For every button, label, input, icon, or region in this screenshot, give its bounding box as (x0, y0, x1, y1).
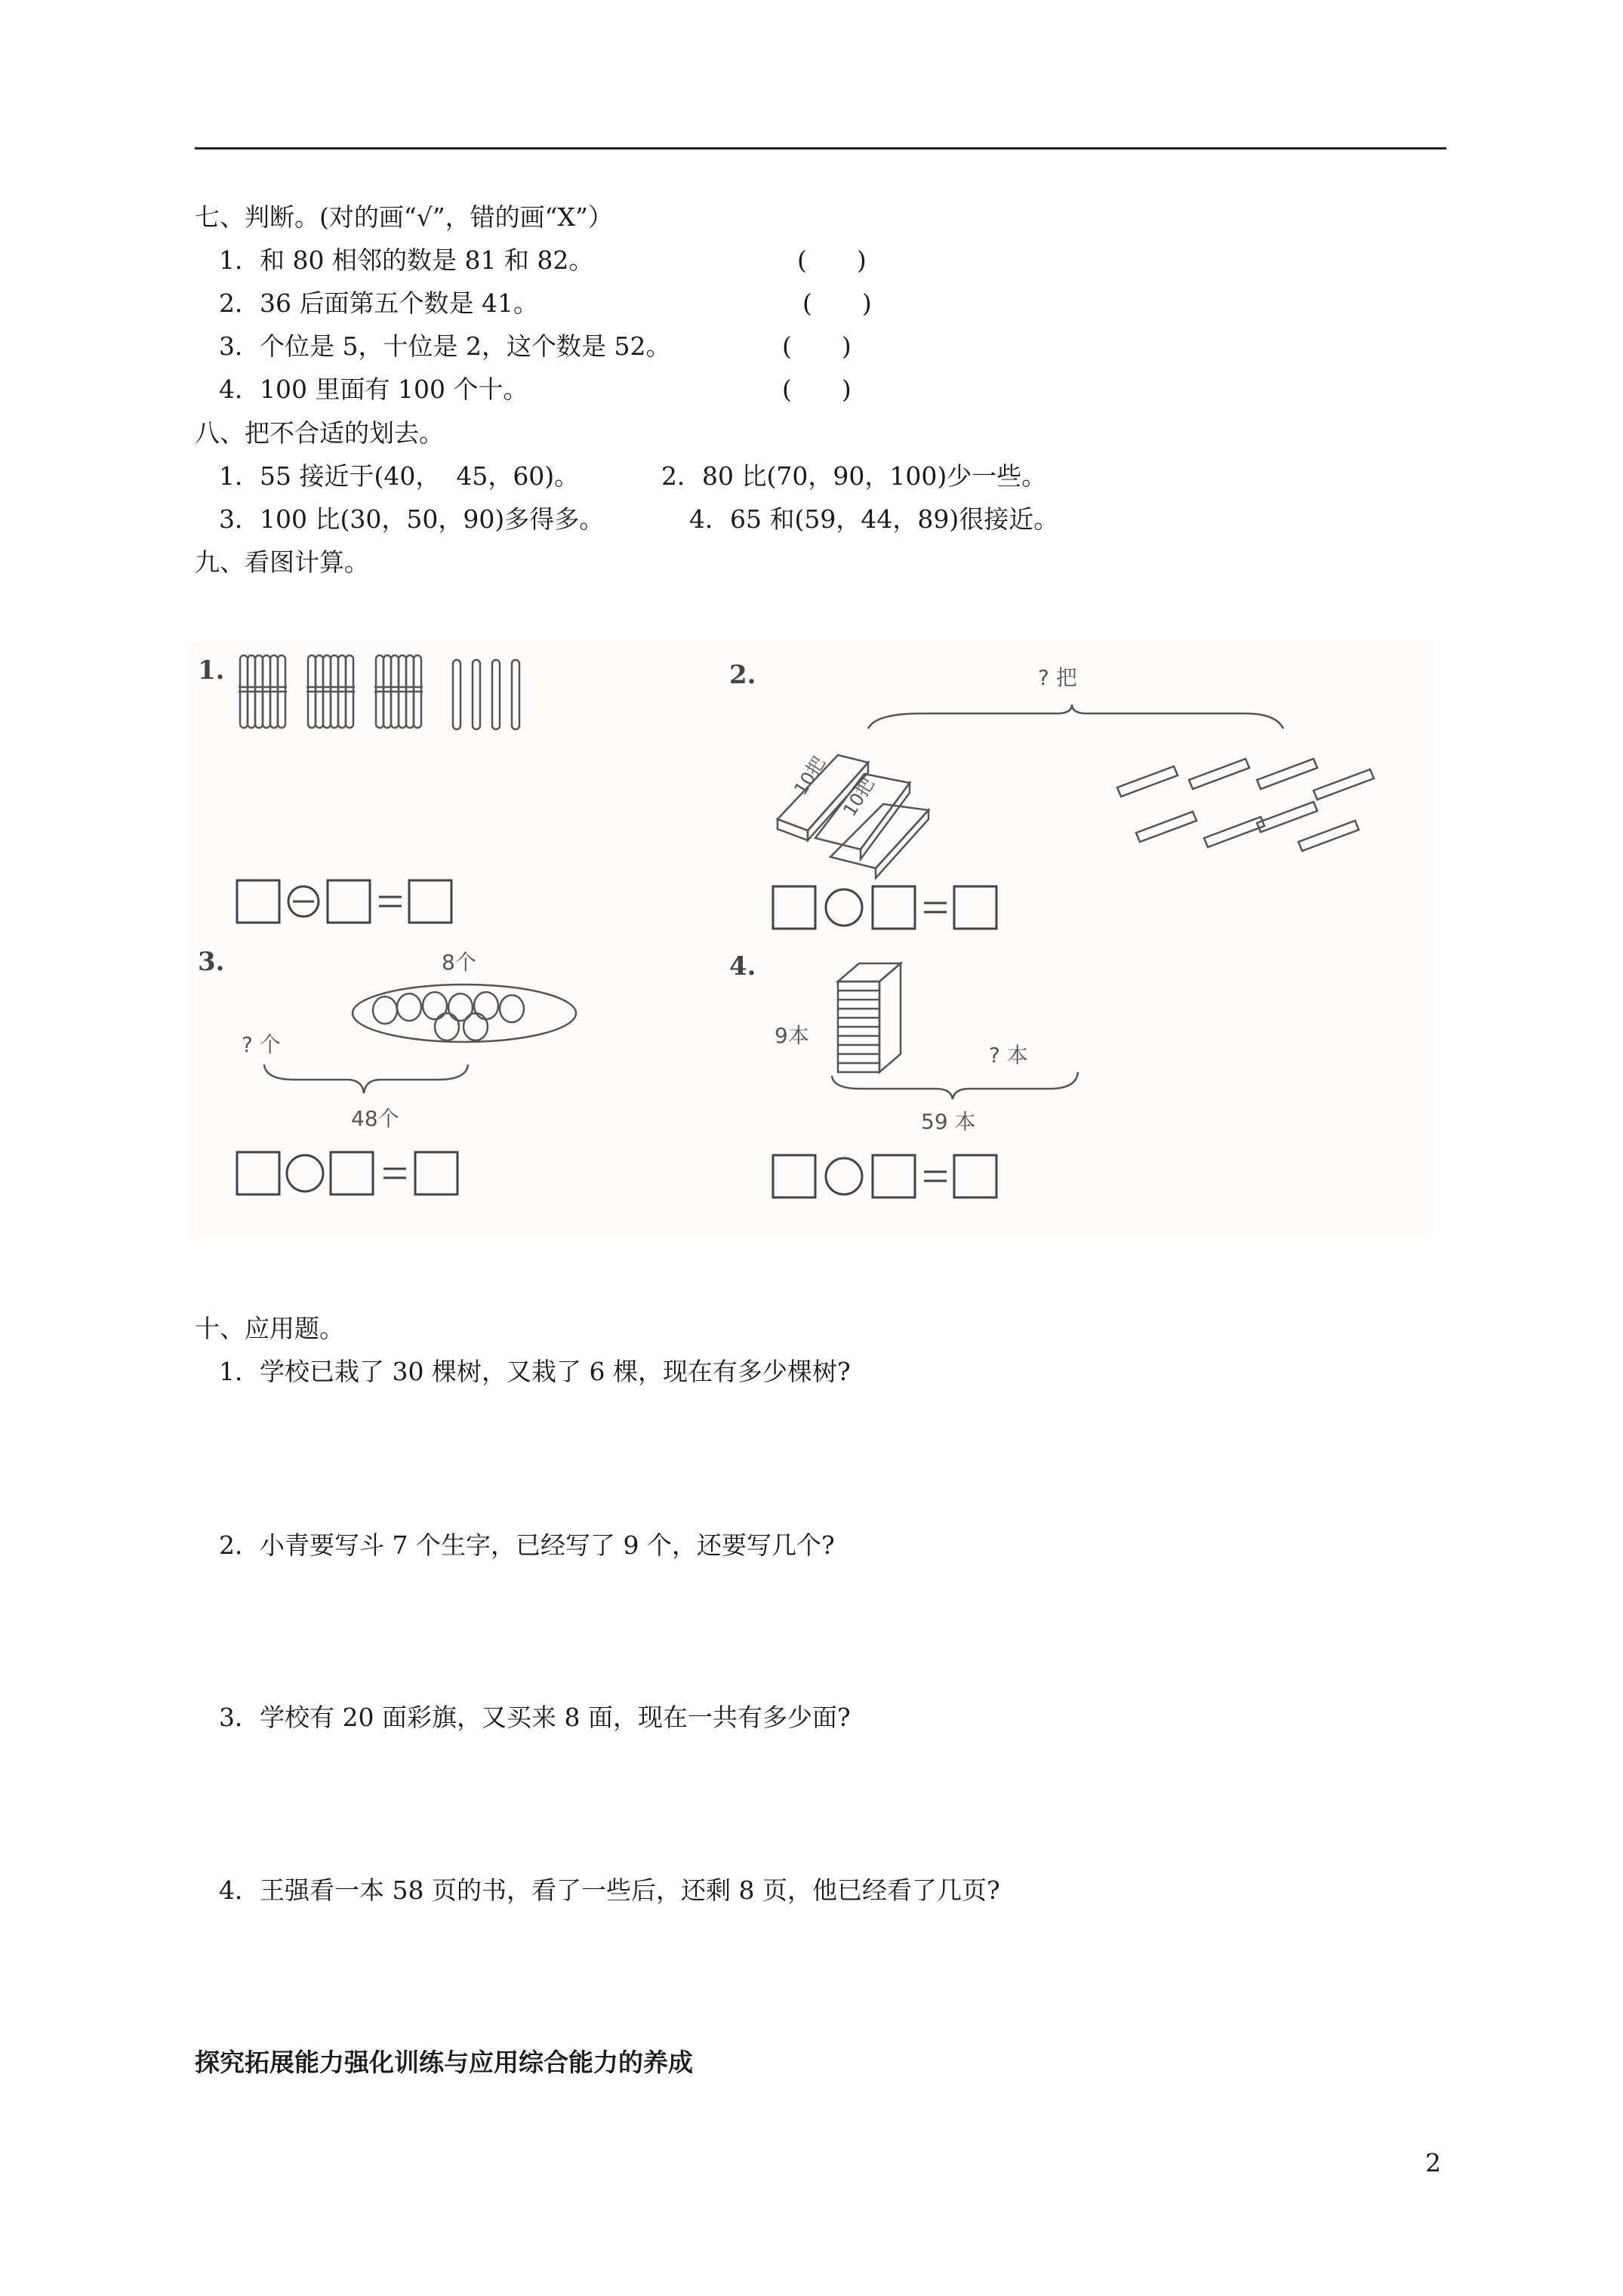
fig2-brace (868, 704, 1283, 729)
cross-item-4: 4．65 和(59，44，89)很接近。 (689, 504, 1059, 534)
fig1-number: 1. (198, 655, 225, 686)
word-problem-1: 1．学校已栽了 30 棵树，又栽了 6 棵，现在有多少棵树? (219, 1357, 851, 1386)
comb-boxes-figure (770, 683, 1389, 880)
cross-item-1: 1．55 接近于(40， 45，60)。 (219, 461, 580, 491)
fig4-equation[interactable] (770, 1151, 1012, 1203)
word-problem-4: 4．王强看一本 58 页的书，看了一些后，还剩 8 页，他已经看了几页? (219, 1875, 1000, 1905)
book-stack (838, 963, 901, 1072)
comb-box-label-1: 10把 (790, 753, 830, 800)
cross-item-3: 3．100 比(30，50，90)多得多。 (219, 504, 605, 534)
footer-section-title: 探究拓展能力强化训练与应用综合能力的养成 (195, 2048, 693, 2077)
cross-item-2: 2．80 比(70，90，100)少一些。 (661, 461, 1047, 491)
fig2-total-label: ? 把 (1038, 665, 1077, 690)
fig3-top-label: 8个 (442, 950, 476, 975)
judge-item-1: 1．和 80 相邻的数是 81 和 82。 (219, 245, 594, 275)
fig3-total-label: 48个 (351, 1106, 399, 1131)
fig1-equation[interactable] (234, 876, 460, 929)
fig4-unknown-label: ? 本 (989, 1043, 1028, 1068)
stick-bundle-2 (306, 655, 355, 728)
fig3-equation[interactable] (234, 1148, 476, 1200)
fig2-equation[interactable] (770, 882, 1012, 935)
page-number: 2 (1425, 2148, 1441, 2177)
word-problem-3: 3．学校有 20 面彩旗，又买来 8 面，现在一共有多少面? (219, 1703, 851, 1732)
fig4-total-label: 59 本 (921, 1109, 976, 1134)
loose-combs (1117, 759, 1374, 851)
fig2-number: 2. (729, 660, 756, 690)
fruit-dish-figure (249, 974, 589, 1095)
fruits (373, 992, 524, 1040)
comb-box-label-2: 10把 (839, 774, 879, 821)
single-sticks (453, 660, 519, 729)
fig4-part-label: 9本 (775, 1023, 809, 1048)
section-8-title: 八、把不合适的划去。 (195, 418, 444, 448)
judge-answer-2[interactable]: ( ) (802, 288, 872, 318)
section-9-title: 九、看图计算。 (195, 547, 369, 577)
stick-bundle-3 (374, 655, 423, 728)
judge-answer-4[interactable]: ( ) (782, 374, 852, 404)
book-stack-figure (823, 951, 1102, 1102)
header-rule (195, 147, 1446, 149)
judge-answer-3[interactable]: ( ) (782, 331, 852, 361)
fig3-number: 3. (198, 947, 225, 977)
word-problem-2: 2．小青要写斗 7 个生字，已经写了 9 个，还要写几个? (219, 1530, 835, 1560)
section-10-title: 十、应用题。 (195, 1314, 344, 1343)
judge-item-4: 4．100 里面有 100 个十。 (219, 374, 528, 404)
stick-bundles-figure (234, 649, 559, 740)
stick-bundle-1 (239, 655, 287, 728)
fig3-unknown-label: ? 个 (242, 1032, 281, 1057)
section-7-title: 七、判断。(对的画“√”，错的画“X”） (195, 202, 613, 232)
fig4-brace (832, 1072, 1078, 1099)
judge-item-3: 3．个位是 5，十位是 2，这个数是 52。 (219, 331, 671, 361)
judge-item-2: 2．36 后面第五个数是 41。 (219, 288, 538, 318)
fig4-number: 4. (729, 951, 756, 982)
judge-answer-1[interactable]: ( ) (797, 245, 867, 275)
fig3-brace (264, 1065, 468, 1093)
